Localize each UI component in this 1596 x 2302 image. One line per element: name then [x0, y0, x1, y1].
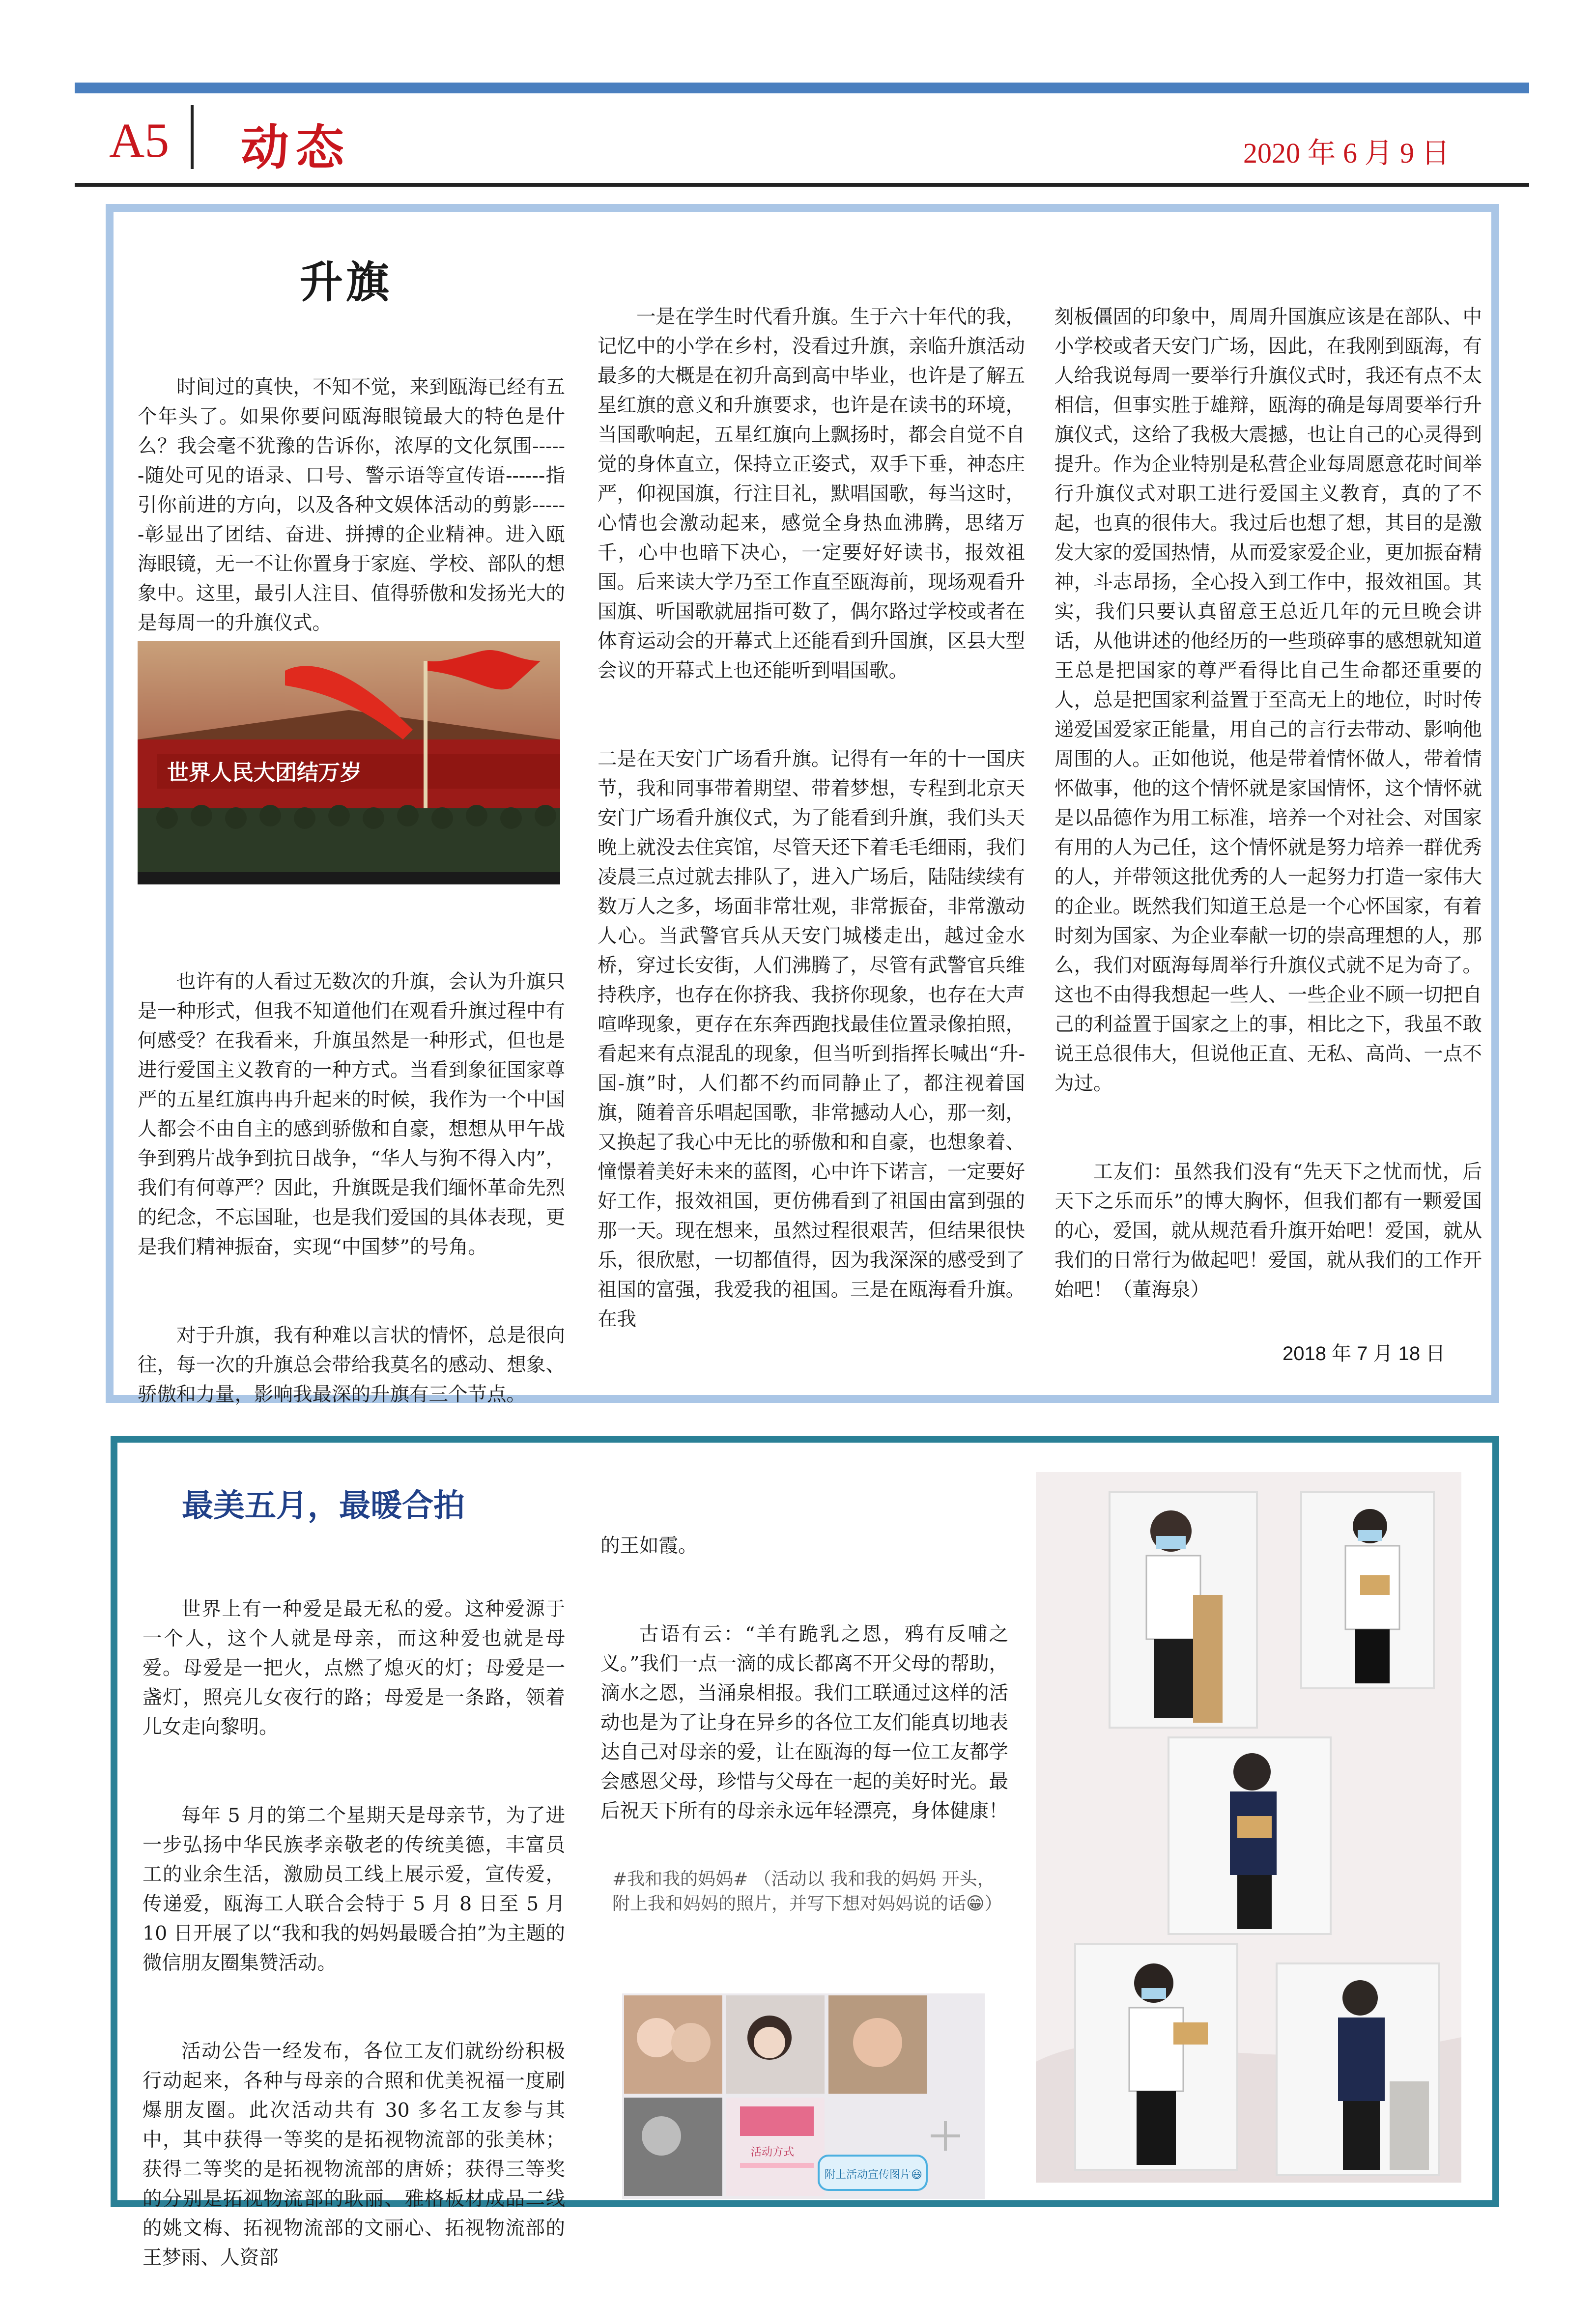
flag-raising-illustration [138, 641, 560, 884]
paragraph: 一是在学生时代看升旗。生于六十年代的我，记忆中的小学在乡村，没看过升旗，亲临升旗活动最多的大概是在初升高到高中毕业，也许是了解五星红旗的意义和升旗要求，也许是在读书的环境，当国歌响起，五星红旗向上飘扬时，都会自觉不自觉的身体直立，保持立正姿式，双手下垂，神态庄严，仰视国旗，行注目礼，默唱国歌，每当这时，心情也会激动起来，感觉全身热血沸腾，思绪万千，心中也暗下决心，一定要好好读书，报效祖国。后来读大学乃至工作直至瓯海前，现场观看升国旗、听国歌就屈指可数了，偶尔路过学校或者在体育运动会的开幕式上还能看到升国旗，区县大型会议的开幕式上也还能听到唱国歌。 [598, 306, 1025, 682]
paragraph: 二是在天安门广场看升旗。记得有一年的十一国庆节，我和同事带着期望、带着梦想，专程到北京天安门广场看升旗仪式，为了能看到升旗，我们头天晚上就没去住宾馆，尽管天还下着毛毛细雨，我们凌晨三点过就去排队了，进入广场后，陆陆续续有数万人之多，场面非常壮观，非常振奋，非常激动人心。当武警官兵从天安门城楼走出，越过金水桥，穿过长安街，人们沸腾了，尽管有武警官兵维持秩序，也存在你挤我、我挤你现象，也存在大声喧哗现象，更存在东奔西跑找最佳位置录像拍照，看起来有点混乱的现象，但当听到指挥长喊出“升-国-旗”时，人们都不约而同静止了，都注视着国旗，随着音乐唱起国歌，非常撼动人心，那一刻，又换起了我心中无比的骄傲和和自豪，也想象着、憧憬着美好未来的蓝图，心中许下诺言，一定要好好工作，报效祖国，更仿佛看到了祖国由富到强的那一天。现在想来，虽然过程很艰苦，但结果很快乐，很欣慰，一切都值得，因为我深深的感受到了祖国的富强，我爱我的祖国。三是在瓯海看升旗。在我 [598, 748, 1025, 1331]
wechat-moments-screenshot [622, 1993, 985, 2199]
header-rule [75, 183, 1529, 187]
top-rule [75, 83, 1529, 93]
moments-grid-illustration [622, 1993, 985, 2199]
article1-column-1 [138, 313, 565, 667]
tiananmen-banner: 世界人民大团结万岁 [167, 760, 362, 785]
issue-date: 2020 年 6 月 9 日 [1243, 137, 1450, 169]
article1-column-2 [598, 243, 1025, 1364]
signature-date: 2018 年 7 月 18 日 [1282, 1343, 1446, 1364]
paragraph: 世界上有一种爱是最无私的爱。这种爱源于一个人，这个人就是母亲，而这种爱也就是母爱。母爱是一把火，点燃了熄灭的灯；母爱是一盏灯，照亮儿女夜行的路；母爱是一条路，领着儿女走向黎明。 [142, 1598, 565, 1738]
paragraph: 对于升旗，我有种难以言状的情怀，总是很向往，每一次的升旗总会带给我莫名的感动、想象、骄傲和力量，影响我最深的升旗有三个节点。 [138, 1324, 565, 1406]
section-title: 动态 [241, 120, 351, 176]
poster-badge: 附上活动宣传图片😃 [825, 2169, 922, 2181]
paragraph: 时间过的真快，不知不觉，来到瓯海已经有五个年头了。如果你要问瓯海眼镜最大的特色是什么？我会毫不犹豫的告诉你，浓厚的文化氛围------随处可见的语录、口号、警示语等宣传语------指引你前进的方向，以及各种文娱体活动的剪影------彰显出了团结、奋进、拼搏的企业精神。进入瓯海眼镜，无一不让你置身于家庭、学校、部队的想象中。这里，最引人注目、值得骄傲和发扬光大的是每周一的升旗仪式。 [138, 376, 565, 634]
paragraph: 工友们：虽然我们没有“先天下之忧而忧，后天下之乐而乐”的博大胸怀，但我们都有一颗爱国的心，爱国，就从规范看升旗开始吧！爱国，就从我们的日常行为做起吧！爱国，就从我们的工作开始吧！（董海泉） [1054, 1161, 1482, 1301]
paragraph: 活动公告一经发布，各位工友们就纷纷积极行动起来，各种与母亲的合照和优美祝福一度刷爆朋友圈。此次活动共有 30 多名工友参与其中，其中获得一等奖的是拓视物流部的张美林；获得二等奖的是拓视物流部的唐娇；获得三等奖的分别是拓视物流部的耿丽、雅格板材成品二线的姚文梅、拓视物流部的文丽心、拓视物流部的王梦雨、人资部 [142, 2040, 565, 2269]
employees-with-gifts-illustration [1036, 1472, 1461, 2183]
article2-column-2 [600, 1472, 1008, 1855]
article2-column-1 [142, 1535, 571, 2302]
poster-title: 活动方式 [751, 2146, 795, 2159]
flag-raising-photo [138, 641, 560, 884]
paragraph: 也许有的人看过无数次的升旗，会认为升旗只是一种形式，但我不知道他们在观看升旗过程中有何感受？在我看来，升旗虽然是一种形式，但也是进行爱国主义教育的一种方式。当看到象征国家尊严的五星红旗冉冉升起来的时候，我作为一个中国人都会不由自主的感到骄傲和自豪，想想从甲午战争到鸦片战争到抗日战争，“华人与狗不得入内”，我们有何尊严？因此，升旗既是我们缅怀革命先烈的纪念，不忘国耻，也是我们爱国的具体表现，更是我们精神振奋，实现“中国梦”的号角。 [138, 970, 565, 1258]
paragraph: 的王如霞。 [600, 1535, 698, 1557]
paragraph: 刻板僵固的印象中，周周升国旗应该是在部队、中小学校或者天安门广场，因此，在我刚到瓯海，有人给我说每周一要举行升旗仪式时，我还有点不太相信，但事实胜于雄辩，瓯海的确是每周要举行升旗仪式，这给了我极大震撼，也让自己的心灵得到提升。作为企业特别是私营企业每周愿意花时间举行升旗仪式对职工进行爱国主义教育，真的了不起，也真的很伟大。我过后也想了想，其目的是激发大家的爱国热情，从而爱家爱企业，更加振奋精神，斗志昂扬，全心投入到工作中，报效祖国。其实，我们只要认真留意王总近几年的元旦晚会讲话，从他讲述的他经历的一些琐碎事的感想就知道王总是把国家的尊严看得比自己生命都还重要的人，总是把国家利益置于至高无上的地位，时时传递爱国爱家正能量，用自己的言行去带动、影响他周围的人。正如他说，他是带着情怀做人，带着情怀做事，他的这个情怀就是家国情怀，这个情怀就是以品德作为用工标准，培养一个对社会、对国家有用的人为己任，这个情怀就是努力培养一群优秀的人，并带领这批优秀的人一起努力打造一家伟大的企业。既然我们知道王总是一个心怀国家，有着时刻为国家、为企业奉献一切的崇高理想的人，那么，我们对瓯海每周举行升旗仪式就不足为奇了。这也不由得我想起一些人、一些企业不顾一切把自己的利益置于国家之上的事，相比之下，我虽不敢说王总很伟大，但说他正直、无私、高尚、一点不为过。 [1054, 306, 1482, 1095]
article-title: 升旗 [300, 257, 393, 308]
paragraph: 每年 5 月的第二个星期天是母亲节，为了进一步弘扬中华民族孝亲敬老的传统美德，丰富员工的业余生活，激励员工线上展示爱，宣传爱，传递爱，瓯海工人联合会特于 5 月 8 日至 5 月 10 日开展了以“我和我的妈妈最暖合拍”为主题的微信朋友圈集赞活动。 [142, 1804, 571, 1974]
header-separator [191, 105, 194, 169]
wechat-hashtag-text: #我和我的妈妈# （活动以 我和我的妈妈 开头，附上我和妈妈的照片，并写下想对妈妈说的话😁） [612, 1869, 1002, 1914]
article-title: 最美五月，最暖合拍 [182, 1488, 465, 1524]
page-code: A5 [109, 113, 170, 168]
article1-column-1-cont [138, 908, 565, 1439]
paragraph: 古语有云：“羊有跪乳之恩，鸦有反哺之义。”我们一点一滴的成长都离不开父母的帮助，滴水之恩，当涌泉相报。我们工联通过这样的活动也是为了让身在异乡的各位工友们能真切地表达自己对母亲的爱，让在瓯海的每一位工友都学会感恩父母，珍惜与父母在一起的美好时光。最后祝天下所有的母亲永远年轻漂亮，身体健康！ [600, 1623, 1008, 1822]
employee-photo-collage [1036, 1472, 1461, 2183]
article1-column-3 [1054, 243, 1482, 1334]
